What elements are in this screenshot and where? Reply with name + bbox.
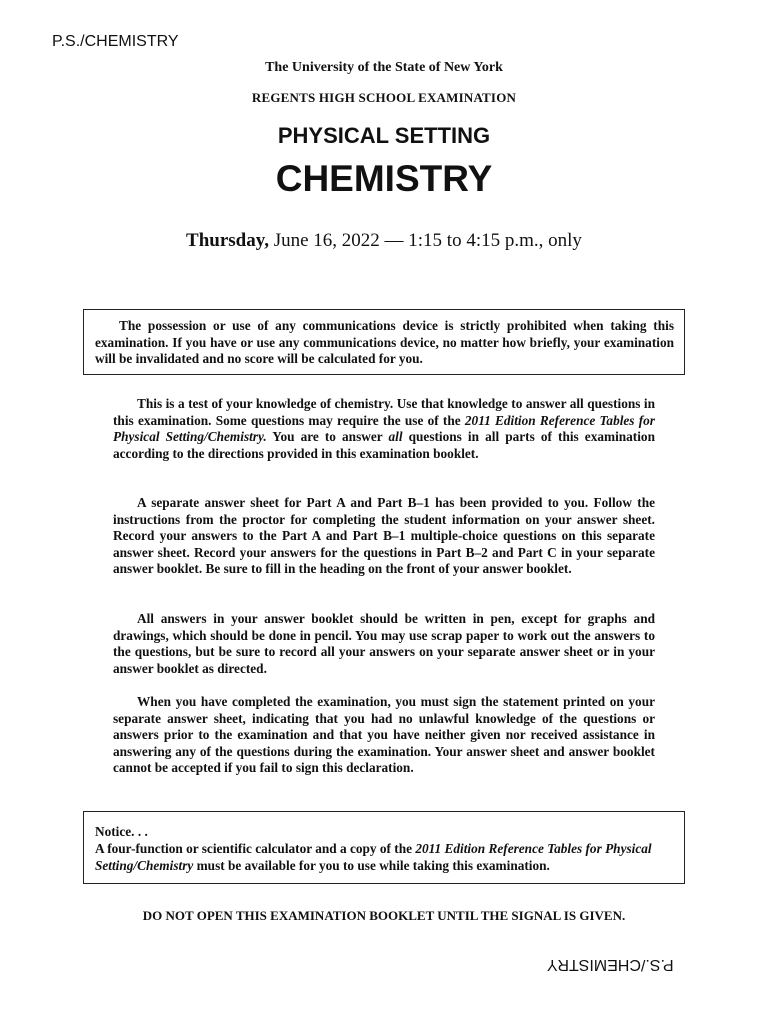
instruction-1-part-c: You are to answer [266,429,389,445]
exam-date-time: June 16, 2022 — 1:15 to 4:15 p.m., only [268,230,582,251]
university-name: The University of the State of New York [265,60,503,75]
instruction-2-text: A separate answer sheet for Part A and Part B–1 has been provided to you. Follow the instructions from the proctor for completing the student information on your answer sheet. Record your answers to the Part A and Part B–1 multiple-choice questions on this separate answer sheet. Record your answers for the questions in Part B–2 and Part C in your separate answer booklet. Be sure to fill in the heading on the front of your answer booklet. [113,495,655,577]
notice-reference-title: 2011 Edition Reference Tables for Physical Setting/Chemistry [95,841,652,873]
instruction-1-emphasis: all [388,429,403,445]
exam-type: REGENTS HIGH SCHOOL EXAMINATION [251,90,517,105]
do-not-open-instruction: DO NOT OPEN THIS EXAMINATION BOOKLET UNTIL THE SIGNAL IS GIVEN. [142,908,626,923]
instruction-paragraph-1 [113,396,655,462]
notice-text [95,840,674,874]
header-exam-code: P.S./CHEMISTRY [52,33,179,50]
instruction-1-part-a: This is a test of your knowledge of chemistry. Use that knowledge to answer all questions in this examination. Some questions may require the use of the [113,396,655,428]
notice-text-part-c: must be available for you to use while taking this examination. [193,858,550,873]
instruction-1-part-e: questions in all parts of this examination according to the directions provided in this examination booklet. [113,429,655,461]
instruction-4-text: When you have completed the examination, you must sign the statement printed on your separate answer sheet, indicating that you had no unlawful knowledge of the questions or answers prior to the examination and that you have neither given nor received assistance in answering any of the questions during the examination. Your answer sheet and answer booklet cannot be accepted if you fail to sign this declaration. [113,694,655,776]
device-warning-text: The possession or use of any communications device is strictly prohibited when taking this examination. If you have or use any communications device, no matter how briefly, your examination will be invalidated and no score will be calculated for you. [95,318,674,367]
footer-exam-code-rotated: P.S./CHEMISTRY [547,956,674,973]
exam-date-day: Thursday, [186,230,269,251]
instruction-paragraph-3 [113,611,655,677]
instruction-3-text: All answers in your answer booklet should be written in pen, except for graphs and drawings, which should be done in pencil. You may use scrap paper to work out the answers to the questions, but be sure to record all your answers on your separate answer sheet or in your answer booklet as directed. [113,611,655,676]
instruction-1-reference-title: 2011 Edition Reference Tables for Physical Setting/Chemistry. [113,412,655,445]
subject-heading: PHYSICAL SETTING [277,123,491,148]
calculator-notice-box [83,811,685,884]
notice-text-part-a: A four-function or scientific calculator and a copy of the [95,841,416,856]
notice-heading: Notice. . . [95,824,148,839]
instruction-paragraph-4 [113,694,655,777]
page-title: CHEMISTRY [275,158,493,199]
device-warning-box [83,309,685,375]
exam-date [0,230,768,252]
instruction-paragraph-2 [113,495,655,578]
